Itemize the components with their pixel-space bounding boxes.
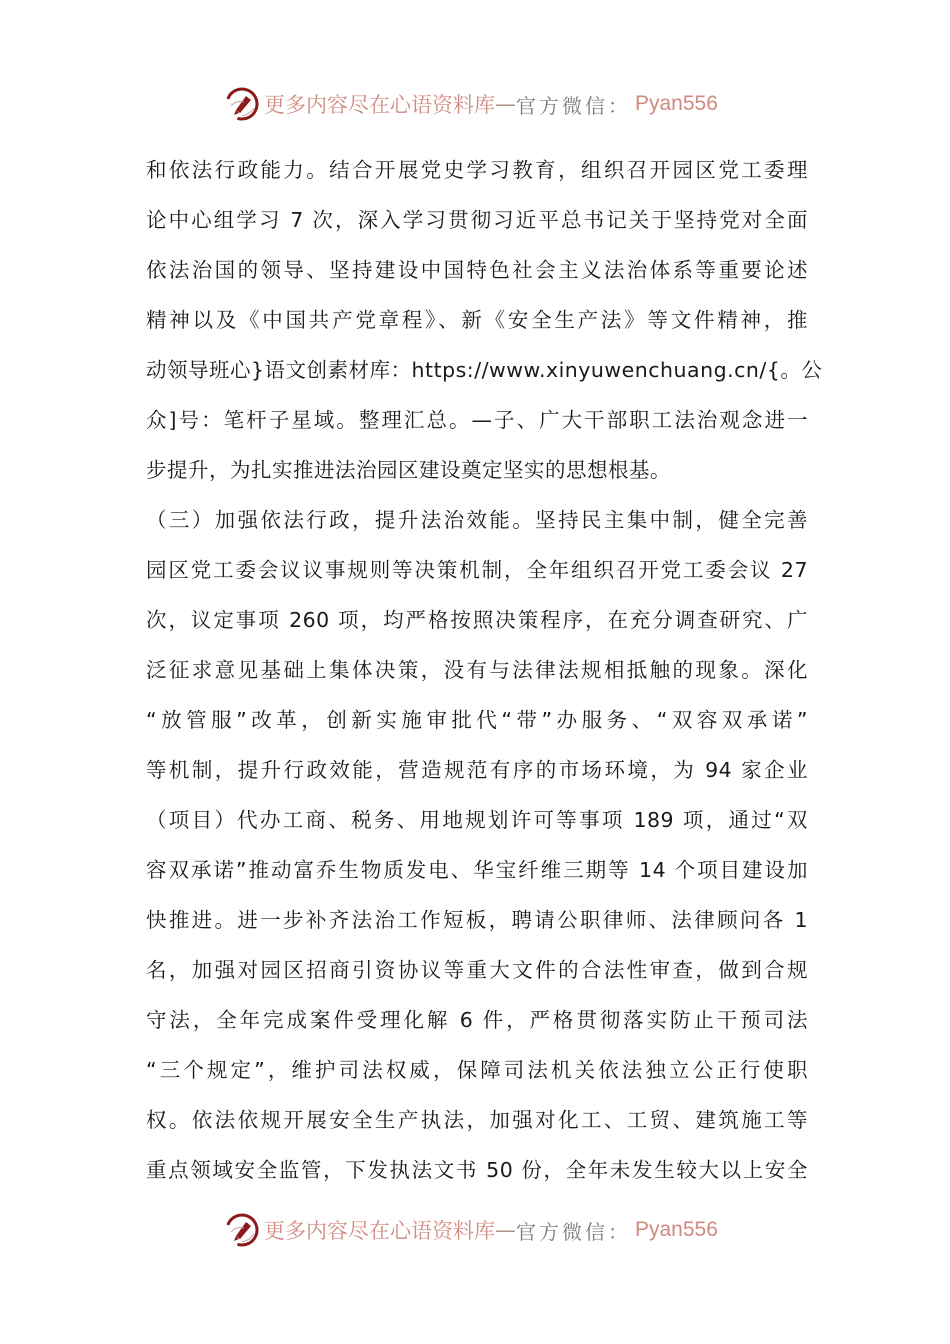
text-line: （项目）代办工商、税务、用地规划许可等事项 189 项，通过“双 xyxy=(146,808,808,832)
header-banner xyxy=(224,84,718,124)
text-line: 重点领域安全监管，下发执法文书 50 份，全年未发生较大以上安全 xyxy=(146,1158,808,1182)
text-line: 快推进。进一步补齐法治工作短板，聘请公职律师、法律顾问各 1 xyxy=(146,908,808,932)
banner-site-text: 更多内容尽在心语资料库 xyxy=(264,1219,495,1243)
document-body xyxy=(146,152,823,1202)
text-line: 守法，全年完成案件受理化解 6 件，严格贯彻落实防止干预司法 xyxy=(146,1008,808,1032)
pen-nib-logo-icon xyxy=(224,86,260,122)
banner-wechat-label: 官方微信： xyxy=(516,1219,631,1244)
text-line: 论中心组学习 7 次，深入学习贯彻习近平总书记关于坚持党对全面 xyxy=(146,208,808,232)
text-line: 名，加强对园区招商引资协议等重大文件的合法性审查，做到合规 xyxy=(146,958,808,982)
text-line: 次，议定事项 260 项，均严格按照决策程序，在充分调查研究、广 xyxy=(146,608,808,632)
footer-banner xyxy=(224,1210,718,1250)
text-line: 泛征求意见基础上集体决策，没有与法律法规相抵触的现象。深化 xyxy=(146,658,808,682)
banner-dash: — xyxy=(495,92,516,116)
pen-nib-logo-icon xyxy=(224,1212,260,1248)
text-line: 和依法行政能力。结合开展党史学习教育，组织召开园区党工委理 xyxy=(146,158,808,182)
text-line: “三个规定”，维护司法权威，保障司法机关依法独立公正行使职 xyxy=(146,1058,808,1082)
text-line: 依法治国的领导、坚持建设中国特色社会主义法治体系等重要论述 xyxy=(146,258,808,282)
banner-wechat-id: Pyan556 xyxy=(635,92,718,115)
text-line: 容双承诺”推动富乔生物质发电、华宝纤维三期等 14 个项目建设加 xyxy=(146,858,808,882)
text-line: 众]号：笔杆子星域。整理汇总。—子、广大干部职工法治观念进一 xyxy=(146,408,808,432)
text-line: 步提升，为扎实推进法治园区建设奠定坚实的思想根基。 xyxy=(146,458,671,482)
banner-dash: — xyxy=(495,1218,516,1242)
text-line: 精神以及《中国共产党章程》、新《安全生产法》等文件精神，推 xyxy=(146,308,808,332)
text-line: 等机制，提升行政效能，营造规范有序的市场环境，为 94 家企业 xyxy=(146,758,808,782)
text-line: “放管服”改革，创新实施审批代“带”办服务、“双容双承诺” xyxy=(146,708,808,732)
text-line: 园区党工委会议议事规则等决策机制，全年组织召开党工委会议 27 xyxy=(146,558,808,582)
banner-wechat-label: 官方微信： xyxy=(516,93,631,118)
banner-wechat-id: Pyan556 xyxy=(635,1218,718,1241)
text-line: 权。依法依规开展安全生产执法，加强对化工、工贸、建筑施工等 xyxy=(146,1108,808,1132)
banner-site-text: 更多内容尽在心语资料库 xyxy=(264,93,495,117)
text-line: 动领导班心}语文创素材库：https://www.xinyuwenchuang.cn/{。公 xyxy=(146,358,823,382)
section-heading-line: （三）加强依法行政，提升法治效能。坚持民主集中制，健全完善 xyxy=(146,508,808,532)
